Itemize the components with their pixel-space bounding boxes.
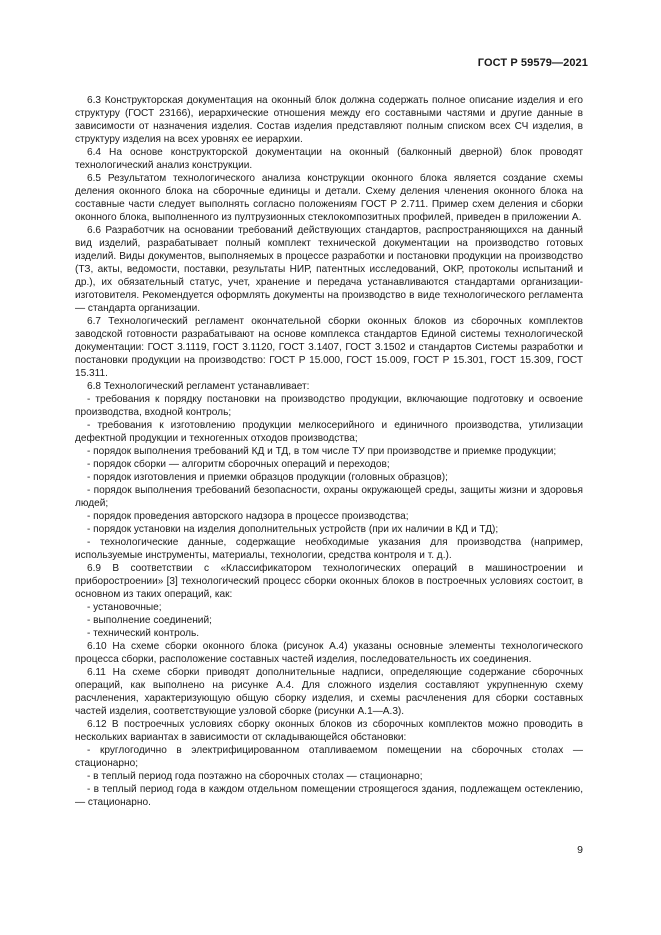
list-item: - требования к изготовлению продукции мелкосерийного и единичного производства, утилизации дефектной продукции и техногенных отходов производства; — [75, 420, 583, 444]
list-item: - установочные; — [87, 602, 162, 613]
list-item: - выполнение соединений; — [87, 615, 212, 626]
list-item: - порядок выполнения требований КД и ТД, в том числе ТУ при производстве и приемке продукции; — [87, 446, 557, 457]
paragraph-6-5: 6.5 Результатом технологического анализа конструкции оконного блока является создание схемы деления оконного блока на сборочные единицы и детали. Схему деления членения оконного блока на составные части следует выполнять согласно положениям ГОСТ Р 2.711. Пример схем деления и сборки оконного блока, выполненного из пултрузионных стеклокомпозитных профилей, приведен в приложении А. — [75, 173, 583, 223]
document-body — [75, 94, 583, 809]
list-item: - в теплый период года поэтажно на сборочных столах — стационарно; — [87, 771, 423, 782]
list-item: - порядок сборки — алгоритм сборочных операций и переходов; — [87, 459, 390, 470]
paragraph-6-12: 6.12 В построечных условиях сборку оконных блоков из сборочных комплектов можно проводить в нескольких вариантах в зависимости от складывающейся обстановки: — [75, 719, 583, 743]
list-item: - технологические данные, содержащие необходимые указания для производства (например, используемые инструменты, материалы, технологии, средства контроля и т. д.). — [75, 537, 583, 561]
paragraph-6-4: 6.4 На основе конструкторской документации на оконный (балконный дверной) блок проводят технологический анализ конструкции. — [75, 147, 583, 171]
paragraph-6-10: 6.10 На схеме сборки оконного блока (рисунок А.4) указаны основные элементы технологического процесса сборки, расположение составных частей изделия, последовательность их соединения. — [75, 641, 583, 665]
paragraph-6-11: 6.11 На схеме сборки приводят дополнительные надписи, определяющие содержание сборочных операций, как выполнено на рисунке А.4. Для сложного изделия составляют укрупненную схему расчленения, характеризующую общую сборку изделия, и схемы расчленения для сборки составных частей изделия, соответствующие узловой сборке (рисунки А.1—А.3). — [75, 667, 583, 717]
paragraph-6-3: 6.3 Конструкторская документация на оконный блок должна содержать полное описание изделия и его структуру (ГОСТ 23166), иерархические отношения между его составными частями и другие данные в зависимости от назначения изделия. Состав изделия представляют полным списком всех СЧ изделия, в структуру изделия на всех уровнях ее иерархии. — [75, 95, 583, 145]
list-item: - порядок выполнения требований безопасности, охраны окружающей среды, защиты жизни и здоровья людей; — [75, 485, 583, 509]
list-item: - требования к порядку постановки на производство продукции, включающие подготовку и освоение производства, входной контроль; — [75, 394, 583, 418]
list-item: - порядок изготовления и приемки образцов продукции (головных образцов); — [87, 472, 448, 483]
list-item: - в теплый период года в каждом отдельном помещении строящегося здания, подлежащем остеклению, — стационарно. — [75, 784, 583, 808]
list-item: - круглогодично в электрифицированном отапливаемом помещении на сборочных столах — стационарно; — [75, 745, 583, 769]
standard-header: ГОСТ Р 59579—2021 — [477, 57, 588, 69]
list-item: - технический контроль. — [87, 628, 200, 639]
page-number: 9 — [577, 844, 583, 856]
paragraph-6-9: 6.9 В соответствии с «Классификатором технологических операций в машиностроении и приборостроении» [3] технологический процесс сборки оконных блоков в построечных условиях состоит, в основном из таких операций, как: — [75, 563, 583, 600]
list-item: - порядок установки на изделия дополнительных устройств (при их наличии в КД и ТД); — [87, 524, 499, 535]
list-item: - порядок проведения авторского надзора в процессе производства; — [87, 511, 409, 522]
paragraph-6-7: 6.7 Технологический регламент окончательной сборки оконных блоков из сборочных комплектов заводской готовности разрабатывают на основе комплекса стандартов Единой системы технологической документации: ГОСТ 3.1119, ГОСТ 3.1120, ГОСТ 3.1407, ГОСТ 3.1502 и стандартов Системы разработки и постановки продукции на производство: ГОСТ Р 15.000, ГОСТ 15.009, ГОСТ Р 15.301, ГОСТ 15.309, ГОСТ 15.311. — [75, 316, 583, 379]
paragraph-6-6: 6.6 Разработчик на основании требований действующих стандартов, распространяющихся на данный вид изделий, разрабатывает полный комплект технической документации на производство готовых изделий. Виды документов, выполняемых в процессе разработки и постановки продукции на производство (ТЗ, акты, ведомости, поставки, результаты НИР, патентных исследований, ОКР, протоколы испытаний и др.), их обязательный статус, учет, хранение и передача устанавливаются стандартами организации-изготовителя. Рекомендуется оформлять документы на производство в виде технологического регламента — стандарта организации. — [75, 225, 583, 314]
paragraph-6-8: 6.8 Технологический регламент устанавливает: — [87, 381, 310, 392]
